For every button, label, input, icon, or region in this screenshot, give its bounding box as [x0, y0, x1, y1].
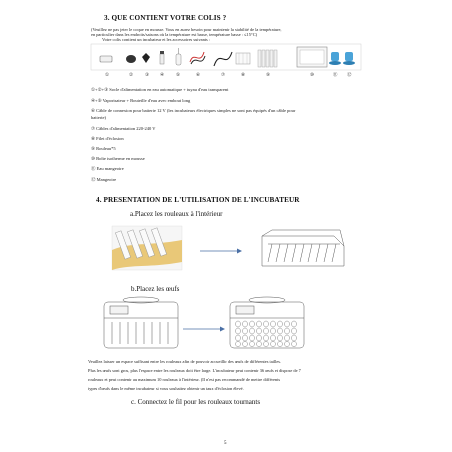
section-4-heading: 4. PRESENTATION DE L'UTILISATION DE L'INCUBATEUR	[96, 196, 300, 204]
legend-item: ⑨ Rouleau*5	[91, 146, 116, 151]
part-number-5: ⑤	[176, 72, 180, 77]
section-3-heading: 3. QUE CONTIENT VOTRE COLIS ?	[104, 14, 227, 22]
legend-item: ⑦ Câbles d'alimentation 220-240 V	[91, 126, 156, 131]
incubator-empty-image	[104, 297, 178, 348]
legend-item: ⑪ Eau mangeoire	[91, 166, 124, 171]
step-b-label: b.Placez les œufs	[131, 285, 180, 293]
part-number-8: ⑧	[241, 72, 245, 77]
part-number-6: ⑥	[196, 72, 200, 77]
page-number: 5	[224, 441, 227, 446]
intro-line-1: (Veuillez ne pas jeter le coque en mousse. Vous en aurez besoin pour maintenir la stabilité de la température,	[91, 27, 282, 32]
legend-item: ⑧ Filet d'éclosion	[91, 136, 124, 141]
paragraph-line-3: rouleaux et peut contenir au maximum 10 rouleaux à l'intérieur. (Il n'est pas recommandé de mettre différents	[88, 377, 281, 382]
legend-item: batterie)	[91, 115, 106, 120]
step-c-label: c. Connectez le fil pour les rouleaux tournants	[131, 398, 261, 406]
part-number-7: ⑦	[221, 72, 225, 77]
intro-line-3: Votre colis contient un incubateur et les accessoires suivants :	[102, 37, 211, 42]
legend-item: ⑫ Mangeoire	[91, 177, 117, 182]
paragraph-line-1: Veuillez laisser un espace suffisant entre les rouleaux afin de pouvoir accueillir des œufs de différentes tailles.	[88, 359, 282, 364]
part-number-12: ⑫	[347, 72, 352, 77]
paragraph-line-4: types d'œufs dans le même incubateur si vous souhaitez obtenir un taux d'éclosion élevé.	[88, 386, 244, 391]
legend-item: ④+⑤ Vaporisateur + Bouteille d'eau avec embout long	[91, 98, 191, 103]
intro-line-2: en particulier dans les endroits/saisons où la température est basse, température basse : ≤15°C)	[91, 32, 258, 37]
legend-item: ①+②+③ Socle d'alimentation en eau automatique + tuyau d'eau transparent	[91, 87, 229, 92]
legend-item: ⑥ Câble de connexion pour batterie 12 V (les incubateurs électriques simples ne sont pas équipés d'un câble pour	[91, 108, 296, 113]
step-a-label: a.Placez les rouleaux à l'intérieur	[130, 210, 223, 218]
part-number-10: ⑩	[310, 72, 314, 77]
part-number-4: ④	[160, 72, 164, 77]
part-number-2: ②	[129, 72, 133, 77]
part-number-9: ⑨	[266, 72, 270, 77]
legend-item: ⑩ Boîte isotherme en mousse	[91, 156, 145, 161]
part-number-1: ①	[105, 72, 109, 77]
paragraph-line-2: Plus les œufs sont gros, plus l'espace entre les rouleaux doit être large. L'incubateur peut contenir 36 œufs et dispose de 7	[88, 368, 301, 373]
eggs-grid	[236, 321, 297, 347]
arrow-right-icon	[183, 327, 225, 332]
part-number-3: ③	[145, 72, 149, 77]
part-number-11: ⑪	[333, 72, 338, 77]
